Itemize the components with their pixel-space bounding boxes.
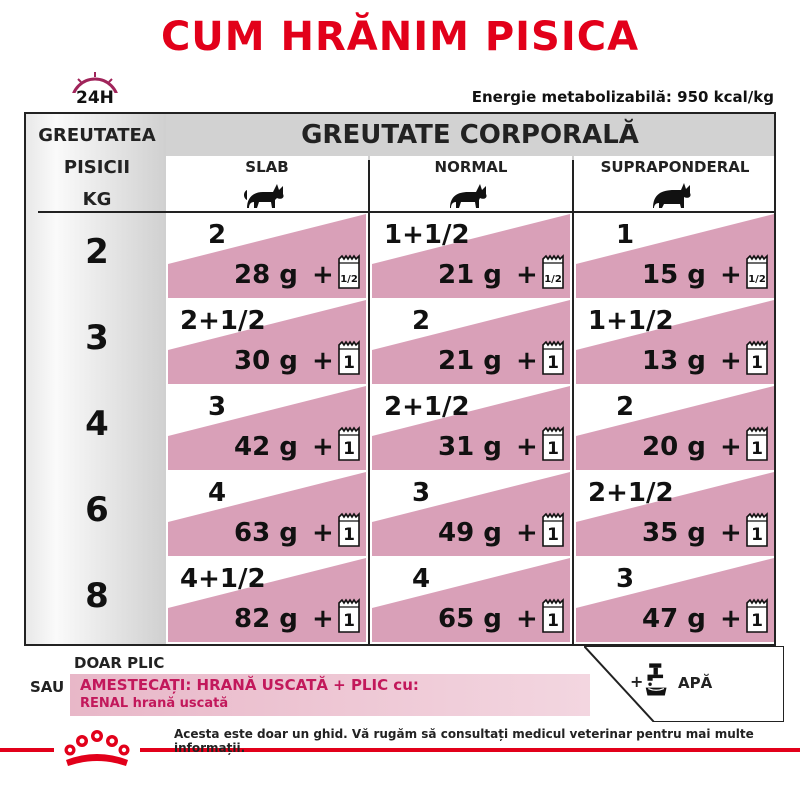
svg-text:1: 1 xyxy=(343,353,355,373)
row-header-line-3: KG xyxy=(82,189,112,210)
table-cell xyxy=(168,472,366,556)
dry-food-portion: 2 xyxy=(208,220,227,250)
svg-text:1: 1 xyxy=(343,611,355,631)
plus-sign: + xyxy=(312,346,334,376)
dry-food-portion: 4 xyxy=(208,478,227,508)
dry-food-portion: 1+1/2 xyxy=(384,220,470,250)
water-plus: + xyxy=(630,672,644,691)
table-cell xyxy=(372,386,570,470)
plus-sign: + xyxy=(720,432,742,462)
plus-sign: + xyxy=(312,518,334,548)
dry-food-grams: 21 g xyxy=(438,260,502,290)
renal-text: RENAL hrană uscată xyxy=(80,696,229,711)
pouch-icon xyxy=(744,598,770,634)
weight-label: 2 xyxy=(85,232,109,272)
table-cell xyxy=(168,214,366,298)
pouch-icon xyxy=(336,598,362,634)
mix-text: AMESTECAȚI: HRANĂ USCATĂ + PLIC cu: xyxy=(80,676,419,694)
plus-sign: + xyxy=(720,260,742,290)
weight-label: 4 xyxy=(85,404,109,444)
weight-label: 8 xyxy=(85,576,109,616)
dry-food-grams: 82 g xyxy=(234,604,298,634)
svg-text:1: 1 xyxy=(751,439,763,459)
plus-sign: + xyxy=(720,518,742,548)
dry-food-grams: 13 g xyxy=(642,346,706,376)
svg-text:1: 1 xyxy=(547,353,559,373)
pouch-icon xyxy=(540,254,566,290)
svg-text:1: 1 xyxy=(751,525,763,545)
pouch-icon xyxy=(540,598,566,634)
row-header-line-1: GREUTATEA xyxy=(38,125,156,146)
table-cell xyxy=(372,214,570,298)
pouch-icon xyxy=(540,512,566,548)
dry-food-portion: 3 xyxy=(208,392,227,422)
cat-icon xyxy=(650,180,698,210)
dry-food-portion: 2+1/2 xyxy=(180,306,266,336)
weight-label: 6 xyxy=(85,490,109,530)
table-title: GREUTATE CORPORALĂ xyxy=(301,120,639,150)
pouch-icon xyxy=(336,512,362,548)
dry-food-grams: 20 g xyxy=(642,432,706,462)
dry-food-portion: 2+1/2 xyxy=(588,478,674,508)
dry-food-grams: 35 g xyxy=(642,518,706,548)
svg-text:1: 1 xyxy=(751,353,763,373)
dry-food-portion: 2 xyxy=(616,392,635,422)
table-cell xyxy=(168,558,366,642)
table-cell xyxy=(372,300,570,384)
plus-sign: + xyxy=(312,260,334,290)
dry-food-portion: 4+1/2 xyxy=(180,564,266,594)
svg-text:1: 1 xyxy=(343,525,355,545)
svg-text:1: 1 xyxy=(547,611,559,631)
dry-food-grams: 63 g xyxy=(234,518,298,548)
dry-food-grams: 47 g xyxy=(642,604,706,634)
page-title: CUM HRĂNIM PISICA xyxy=(160,14,640,60)
dry-food-portion: 3 xyxy=(412,478,431,508)
row-header xyxy=(26,120,168,216)
or-label: SAU xyxy=(30,678,65,696)
plus-sign: + xyxy=(516,518,538,548)
svg-text:1/2: 1/2 xyxy=(748,274,766,285)
table-cell xyxy=(576,214,774,298)
only-pouch-label: DOAR PLIC xyxy=(74,654,165,672)
plus-sign: + xyxy=(312,604,334,634)
water-label: APĂ xyxy=(678,674,713,692)
pouch-icon xyxy=(744,254,770,290)
pouch-icon xyxy=(744,512,770,548)
column-header-supraponderal: SUPRAPONDERAL xyxy=(600,158,750,176)
dry-food-portion: 4 xyxy=(412,564,431,594)
dry-food-grams: 65 g xyxy=(438,604,502,634)
svg-text:1: 1 xyxy=(343,439,355,459)
pouch-icon xyxy=(540,340,566,376)
column-divider xyxy=(572,160,574,646)
plus-sign: + xyxy=(516,432,538,462)
column-divider xyxy=(368,160,370,646)
dry-food-grams: 31 g xyxy=(438,432,502,462)
plus-sign: + xyxy=(312,432,334,462)
plus-sign: + xyxy=(720,604,742,634)
table-cell xyxy=(372,558,570,642)
energy-info: Energie metabolizabilă: 950 kcal/kg xyxy=(471,88,774,106)
pouch-icon xyxy=(744,426,770,462)
header-divider xyxy=(38,211,774,213)
cat-icon xyxy=(243,180,291,210)
dry-food-grams: 30 g xyxy=(234,346,298,376)
pouch-icon xyxy=(336,426,362,462)
dry-food-grams: 49 g xyxy=(438,518,502,548)
royal-canin-crown-logo xyxy=(54,726,140,772)
svg-text:1: 1 xyxy=(547,525,559,545)
pouch-icon xyxy=(336,340,362,376)
disclaimer: Acesta este doar un ghid. Vă rugăm să consultați medicul veterinar pentru mai multe informații. xyxy=(174,727,754,755)
dry-food-grams: 15 g xyxy=(642,260,706,290)
svg-text:1: 1 xyxy=(547,439,559,459)
dry-food-portion: 2 xyxy=(412,306,431,336)
pouch-icon xyxy=(540,426,566,462)
table-cell xyxy=(576,300,774,384)
table-cell xyxy=(168,386,366,470)
dry-food-portion: 2+1/2 xyxy=(384,392,470,422)
cat-icon xyxy=(446,180,494,210)
plus-sign: + xyxy=(516,604,538,634)
weight-label: 3 xyxy=(85,318,109,358)
plus-sign: + xyxy=(720,346,742,376)
row-header-line-2: PISICII xyxy=(63,157,131,178)
dry-food-portion: 3 xyxy=(616,564,635,594)
dry-food-portion: 1 xyxy=(616,220,635,250)
column-header-slab: SLAB xyxy=(245,158,289,176)
pouch-icon xyxy=(744,340,770,376)
table-cell xyxy=(576,472,774,556)
column-header-normal: NORMAL xyxy=(434,158,508,176)
table-cell xyxy=(168,300,366,384)
plus-sign: + xyxy=(516,346,538,376)
svg-text:1/2: 1/2 xyxy=(544,274,562,285)
plus-sign: + xyxy=(516,260,538,290)
dry-food-grams: 21 g xyxy=(438,346,502,376)
dry-food-portion: 1+1/2 xyxy=(588,306,674,336)
clock-label: 24H xyxy=(76,88,114,108)
table-cell xyxy=(576,386,774,470)
feeding-table xyxy=(24,112,776,646)
dry-food-grams: 28 g xyxy=(234,260,298,290)
svg-text:1: 1 xyxy=(751,611,763,631)
pouch-icon xyxy=(336,254,362,290)
dry-food-grams: 42 g xyxy=(234,432,298,462)
table-cell xyxy=(576,558,774,642)
table-cell xyxy=(372,472,570,556)
water-tap-icon xyxy=(644,660,670,698)
svg-text:1/2: 1/2 xyxy=(340,274,358,285)
